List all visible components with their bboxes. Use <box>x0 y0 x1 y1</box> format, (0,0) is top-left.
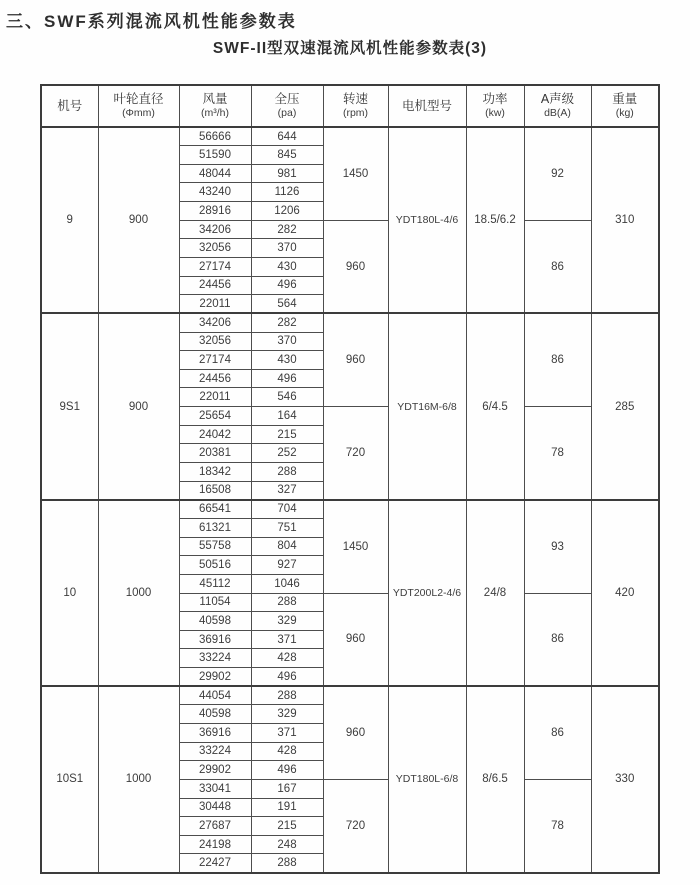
cell-rpm: 960 <box>323 313 388 406</box>
cell-pressure: 370 <box>251 332 323 351</box>
cell-diameter: 1000 <box>98 686 179 872</box>
cell-pressure: 428 <box>251 742 323 761</box>
cell-airflow: 25654 <box>179 407 251 426</box>
header-motor <box>388 85 466 127</box>
cell-airflow: 27174 <box>179 257 251 276</box>
cell-airflow: 22011 <box>179 295 251 314</box>
cell-airflow: 56666 <box>179 127 251 146</box>
header-diameter <box>98 85 179 127</box>
cell-noise: 86 <box>524 313 591 406</box>
header-noise-unit: dB(A) <box>544 107 571 119</box>
cell-airflow: 29902 <box>179 761 251 780</box>
cell-pressure: 329 <box>251 612 323 631</box>
cell-airflow: 50516 <box>179 556 251 575</box>
cell-pressure: 164 <box>251 407 323 426</box>
cell-pressure: 496 <box>251 668 323 687</box>
cell-pressure: 496 <box>251 761 323 780</box>
cell-airflow: 34206 <box>179 313 251 332</box>
cell-rpm: 960 <box>323 686 388 779</box>
cell-pressure: 282 <box>251 220 323 239</box>
cell-pressure: 329 <box>251 705 323 724</box>
cell-airflow: 61321 <box>179 518 251 537</box>
header-weight <box>591 85 659 127</box>
cell-pressure: 371 <box>251 724 323 743</box>
cell-model: 10 <box>41 500 98 686</box>
cell-diameter: 1000 <box>98 500 179 686</box>
cell-airflow: 16508 <box>179 481 251 500</box>
performance-table-body <box>41 127 659 873</box>
header-pressure-unit: (pa) <box>277 107 297 119</box>
cell-airflow: 11054 <box>179 593 251 612</box>
table-header-row <box>41 85 659 127</box>
cell-pressure: 428 <box>251 649 323 668</box>
cell-pressure: 288 <box>251 593 323 612</box>
cell-pressure: 370 <box>251 239 323 258</box>
cell-pressure: 327 <box>251 481 323 500</box>
cell-model: 9S1 <box>41 313 98 499</box>
cell-airflow: 36916 <box>179 630 251 649</box>
cell-airflow: 55758 <box>179 537 251 556</box>
cell-airflow: 18342 <box>179 463 251 482</box>
cell-airflow: 51590 <box>179 146 251 165</box>
cell-power: 18.5/6.2 <box>466 127 524 313</box>
performance-table-container <box>40 84 658 874</box>
cell-pressure: 927 <box>251 556 323 575</box>
cell-motor: YDT180L-4/6 <box>388 127 466 313</box>
cell-pressure: 252 <box>251 444 323 463</box>
cell-pressure: 282 <box>251 313 323 332</box>
cell-rpm: 720 <box>323 779 388 872</box>
cell-power: 8/6.5 <box>466 686 524 872</box>
performance-table <box>40 84 660 874</box>
cell-rpm: 960 <box>323 220 388 313</box>
cell-noise: 93 <box>524 500 591 593</box>
cell-airflow: 22011 <box>179 388 251 407</box>
cell-diameter: 900 <box>98 127 179 313</box>
table-row <box>41 686 659 705</box>
cell-airflow: 40598 <box>179 705 251 724</box>
cell-pressure: 751 <box>251 518 323 537</box>
cell-noise: 86 <box>524 593 591 686</box>
cell-airflow: 66541 <box>179 500 251 519</box>
cell-airflow: 27687 <box>179 817 251 836</box>
cell-pressure: 288 <box>251 854 323 873</box>
cell-airflow: 45112 <box>179 574 251 593</box>
cell-pressure: 288 <box>251 686 323 705</box>
cell-pressure: 191 <box>251 798 323 817</box>
cell-pressure: 215 <box>251 425 323 444</box>
header-model-label: 机号 <box>57 98 83 113</box>
header-airflow <box>179 85 251 127</box>
cell-airflow: 33041 <box>179 779 251 798</box>
cell-noise: 92 <box>524 127 591 220</box>
table-row <box>41 127 659 146</box>
cell-airflow: 36916 <box>179 724 251 743</box>
cell-airflow: 27174 <box>179 351 251 370</box>
cell-airflow: 32056 <box>179 239 251 258</box>
header-airflow-label: 风量 <box>202 92 228 106</box>
cell-pressure: 564 <box>251 295 323 314</box>
cell-motor: YDT200L2-4/6 <box>388 500 466 686</box>
cell-airflow: 20381 <box>179 444 251 463</box>
cell-noise: 86 <box>524 220 591 313</box>
cell-noise: 78 <box>524 779 591 872</box>
cell-airflow: 33224 <box>179 649 251 668</box>
cell-model: 9 <box>41 127 98 313</box>
cell-weight: 420 <box>591 500 659 686</box>
header-noise-label: A声级 <box>540 92 575 106</box>
cell-weight: 310 <box>591 127 659 313</box>
cell-weight: 330 <box>591 686 659 872</box>
cell-motor: YDT16M-6/8 <box>388 313 466 499</box>
cell-pressure: 215 <box>251 817 323 836</box>
cell-pressure: 804 <box>251 537 323 556</box>
cell-rpm: 1450 <box>323 500 388 593</box>
cell-airflow: 33224 <box>179 742 251 761</box>
cell-airflow: 24198 <box>179 835 251 854</box>
cell-airflow: 34206 <box>179 220 251 239</box>
table-row <box>41 500 659 519</box>
cell-power: 6/4.5 <box>466 313 524 499</box>
header-diameter-unit: (Φmm) <box>122 107 155 119</box>
header-motor-label: 电机型号 <box>401 98 452 113</box>
header-pressure-label: 全压 <box>274 92 300 106</box>
cell-airflow: 32056 <box>179 332 251 351</box>
page-title: 三、SWF系列混流风机性能参数表 <box>6 12 297 31</box>
header-rpm-unit: (rpm) <box>342 107 369 119</box>
cell-rpm: 1450 <box>323 127 388 220</box>
cell-airflow: 48044 <box>179 164 251 183</box>
cell-pressure: 248 <box>251 835 323 854</box>
header-model <box>41 85 98 127</box>
header-power-label: 功率 <box>482 92 508 106</box>
page-subtitle: SWF-II型双速混流风机性能参数表(3) <box>212 40 488 57</box>
cell-diameter: 900 <box>98 313 179 499</box>
cell-airflow: 24456 <box>179 276 251 295</box>
cell-power: 24/8 <box>466 500 524 686</box>
cell-pressure: 644 <box>251 127 323 146</box>
header-weight-unit: (kg) <box>615 107 634 119</box>
header-weight-label: 重量 <box>612 92 638 106</box>
cell-weight: 285 <box>591 313 659 499</box>
header-power <box>466 85 524 127</box>
cell-motor: YDT180L-6/8 <box>388 686 466 872</box>
cell-pressure: 546 <box>251 388 323 407</box>
cell-rpm: 720 <box>323 407 388 500</box>
header-pressure <box>251 85 323 127</box>
cell-rpm: 960 <box>323 593 388 686</box>
cell-pressure: 496 <box>251 276 323 295</box>
table-row <box>41 313 659 332</box>
cell-airflow: 44054 <box>179 686 251 705</box>
header-rpm <box>323 85 388 127</box>
cell-airflow: 43240 <box>179 183 251 202</box>
cell-pressure: 167 <box>251 779 323 798</box>
cell-airflow: 29902 <box>179 668 251 687</box>
cell-pressure: 430 <box>251 351 323 370</box>
cell-airflow: 22427 <box>179 854 251 873</box>
header-airflow-unit: (m³/h) <box>201 107 229 119</box>
header-diameter-label: 叶轮直径 <box>113 92 164 106</box>
header-power-unit: (kw) <box>485 107 505 119</box>
cell-airflow: 28916 <box>179 202 251 221</box>
cell-noise: 86 <box>524 686 591 779</box>
cell-airflow: 30448 <box>179 798 251 817</box>
cell-pressure: 496 <box>251 369 323 388</box>
header-noise <box>524 85 591 127</box>
header-rpm-label: 转速 <box>342 92 368 106</box>
cell-pressure: 288 <box>251 463 323 482</box>
cell-noise: 78 <box>524 407 591 500</box>
cell-pressure: 704 <box>251 500 323 519</box>
cell-airflow: 24042 <box>179 425 251 444</box>
cell-model: 10S1 <box>41 686 98 872</box>
cell-pressure: 1046 <box>251 574 323 593</box>
cell-pressure: 1126 <box>251 183 323 202</box>
cell-airflow: 24456 <box>179 369 251 388</box>
cell-pressure: 430 <box>251 257 323 276</box>
cell-pressure: 981 <box>251 164 323 183</box>
cell-pressure: 371 <box>251 630 323 649</box>
cell-pressure: 845 <box>251 146 323 165</box>
cell-pressure: 1206 <box>251 202 323 221</box>
cell-airflow: 40598 <box>179 612 251 631</box>
